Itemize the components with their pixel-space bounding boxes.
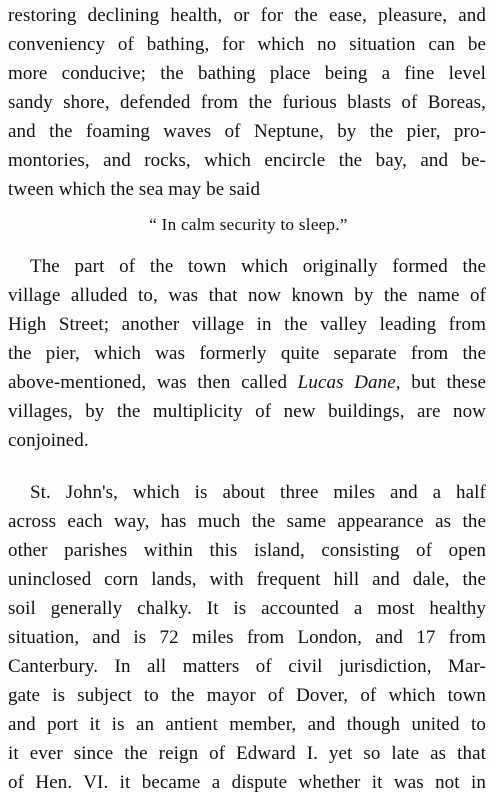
paragraph3-line-11: of Hen. VI. it became a dispute whether it was not in bbox=[8, 772, 486, 793]
paragraph3-line-3: other parishes within this island, consisting of open bbox=[8, 540, 486, 561]
paragraph2-line-1: The part of the town which originally formed the bbox=[30, 256, 486, 277]
paragraph1-line-4: sandy shore, defended from the furious blasts of Boreas, bbox=[8, 92, 486, 113]
paragraph3-line-5: soil generally chalky. It is accounted a most healthy bbox=[8, 598, 486, 619]
paragraph2-line-4: the pier, which was formerly quite separate from the bbox=[8, 343, 486, 364]
paragraph2-line-6: villages, by the multiplicity of new buildings, are now bbox=[8, 401, 486, 422]
paragraph1-line-6: montories, and rocks, which encircle the bay, and be- bbox=[8, 150, 486, 171]
paragraph1-line-3: more conducive; the bathing place being a fine level bbox=[8, 63, 486, 84]
paragraph3-line-1: St. John's, which is about three miles and a half bbox=[30, 482, 486, 503]
paragraph3-line-10: it ever since the reign of Edward I. yet so late as that bbox=[8, 743, 486, 764]
paragraph3-line-4: uninclosed corn lands, with frequent hill and dale, the bbox=[8, 569, 486, 590]
place-name-lucas-dane: Lucas Dane, bbox=[297, 372, 401, 393]
paragraph2-line-5-text-a: above-mentioned, was then called bbox=[8, 372, 298, 393]
paragraph3-line-9: and port it is an antient member, and though united to bbox=[8, 714, 486, 735]
paragraph3-line-8: gate is subject to the mayor of Dover, of which town bbox=[8, 685, 486, 706]
paragraph2-line-3: High Street; another village in the valley leading from bbox=[8, 314, 486, 335]
paragraph3-line-6: situation, and is 72 miles from London, and 17 from bbox=[8, 627, 486, 648]
verse-quotation: “ In calm security to sleep.” bbox=[149, 215, 348, 234]
paragraph1-line-7: tween which the sea may be said bbox=[8, 179, 261, 200]
paragraph2-line-5 bbox=[8, 371, 486, 395]
paragraph2-line-7: conjoined. bbox=[8, 430, 89, 451]
paragraph1-line-2: conveniency of bathing, for which no situation can be bbox=[8, 34, 486, 55]
paragraph3-line-2: across each way, has much the same appearance as the bbox=[8, 511, 486, 532]
paragraph2-line-5-text-b: but these bbox=[400, 372, 486, 393]
paragraph1-line-5: and the foaming waves of Neptune, by the pier, pro- bbox=[8, 121, 486, 142]
paragraph3-line-7: Canterbury. In all matters of civil jurisdiction, Mar- bbox=[8, 656, 486, 677]
paragraph1-line-1: restoring declining health, or for the ease, pleasure, and bbox=[8, 5, 486, 26]
paragraph2-line-2: village alluded to, was that now known by the name of bbox=[8, 285, 486, 306]
